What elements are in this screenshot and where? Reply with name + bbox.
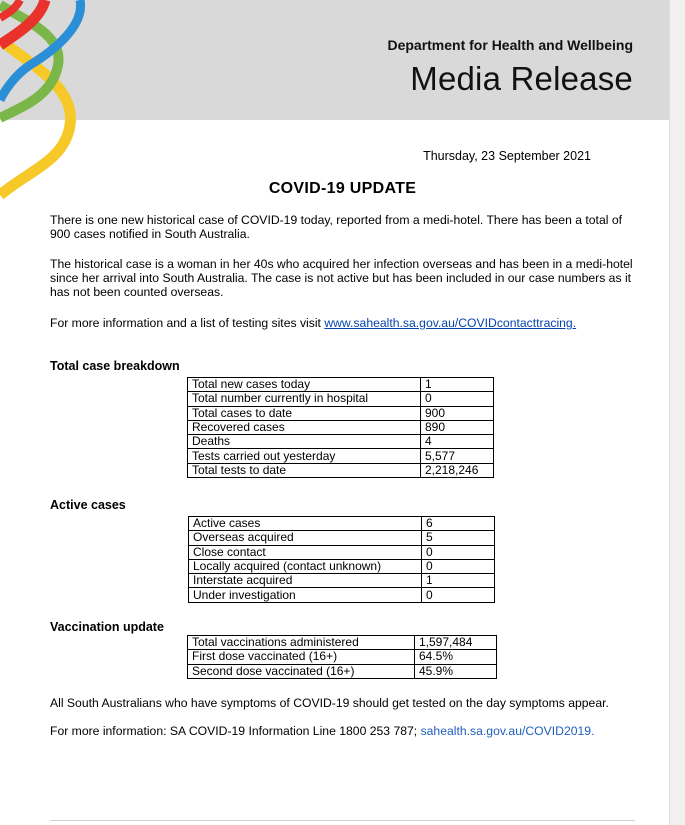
table-row	[188, 392, 494, 406]
row-value: 0	[421, 392, 494, 406]
vaccination-table	[187, 635, 497, 679]
table-row	[188, 650, 497, 664]
row-label: Locally acquired (contact unknown)	[189, 559, 422, 573]
document-type: Media Release	[410, 60, 633, 97]
row-label: Overseas acquired	[189, 531, 422, 545]
table-row	[188, 636, 497, 650]
row-label: Second dose vaccinated (16+)	[188, 664, 415, 678]
row-value: 900	[421, 406, 494, 420]
row-value: 1	[421, 378, 494, 392]
row-value: 0	[422, 559, 495, 573]
info-line-paragraph	[50, 724, 635, 738]
page-title: COVID-19 UPDATE	[268, 180, 417, 197]
row-value: 4	[421, 435, 494, 449]
row-label: Total number currently in hospital	[188, 392, 421, 406]
intro-paragraph: There is one new historical case of COVID-19 today, reported from a medi-hotel. There has been a total of 900 cases notified in South Australia.	[50, 213, 622, 242]
row-value: 45.9%	[415, 664, 497, 678]
row-label: Total new cases today	[188, 378, 421, 392]
active-cases-table	[188, 516, 495, 603]
row-value: 1,597,484	[415, 636, 497, 650]
row-label: Total tests to date	[188, 463, 421, 477]
row-label: Tests carried out yesterday	[188, 449, 421, 463]
table-row	[189, 574, 495, 588]
table-row	[189, 531, 495, 545]
row-value: 6	[422, 517, 495, 531]
scrollbar-track[interactable]	[669, 0, 685, 825]
row-value: 5,577	[421, 449, 494, 463]
active-cases-heading: Active cases	[50, 498, 126, 512]
table-row	[189, 559, 495, 573]
table-row	[188, 406, 494, 420]
table-row	[189, 517, 495, 531]
case-details-paragraph: The historical case is a woman in her 40s who acquired her infection overseas and has been in a medi-hotel since her arrival into South Australia. The case is not active but has been included in our case numbers as it has not been counted overseas.	[50, 257, 633, 300]
row-label: Total vaccinations administered	[188, 636, 415, 650]
release-date: Thursday, 23 September 2021	[423, 149, 591, 163]
row-label: Under investigation	[189, 588, 422, 602]
row-label: Recovered cases	[188, 420, 421, 434]
total-cases-heading: Total case breakdown	[50, 359, 180, 373]
row-value: 5	[422, 531, 495, 545]
testing-sites-text: For more information and a list of testing sites visit	[50, 316, 325, 330]
ribbon-logo	[0, 0, 95, 200]
row-label: Deaths	[188, 435, 421, 449]
info-line-text: For more information: SA COVID-19 Information Line 1800 253 787;	[50, 724, 421, 738]
row-label: Close contact	[189, 545, 422, 559]
row-label: First dose vaccinated (16+)	[188, 650, 415, 664]
row-value: 64.5%	[415, 650, 497, 664]
table-row	[188, 435, 494, 449]
table-row	[188, 378, 494, 392]
contact-tracing-link[interactable]: www.sahealth.sa.gov.au/COVIDcontacttracing.	[324, 316, 577, 330]
row-label: Interstate acquired	[189, 574, 422, 588]
table-row	[188, 664, 497, 678]
testing-sites-paragraph	[50, 316, 635, 330]
footer-divider	[50, 820, 635, 821]
symptoms-paragraph: All South Australians who have symptoms of COVID-19 should get tested on the day symptoms appear.	[50, 696, 609, 710]
total-cases-table	[187, 377, 494, 478]
row-label: Active cases	[189, 517, 422, 531]
table-row	[188, 449, 494, 463]
table-row	[188, 420, 494, 434]
table-row	[189, 545, 495, 559]
table-row	[189, 588, 495, 602]
row-value: 2,218,246	[421, 463, 494, 477]
row-label: Total cases to date	[188, 406, 421, 420]
row-value: 0	[422, 545, 495, 559]
vaccination-heading: Vaccination update	[50, 620, 164, 634]
department-name: Department for Health and Wellbeing	[387, 37, 633, 53]
covid2019-link[interactable]: sahealth.sa.gov.au/COVID2019.	[420, 724, 595, 738]
row-value: 890	[421, 420, 494, 434]
row-value: 1	[422, 574, 495, 588]
row-value: 0	[422, 588, 495, 602]
table-row	[188, 463, 494, 477]
